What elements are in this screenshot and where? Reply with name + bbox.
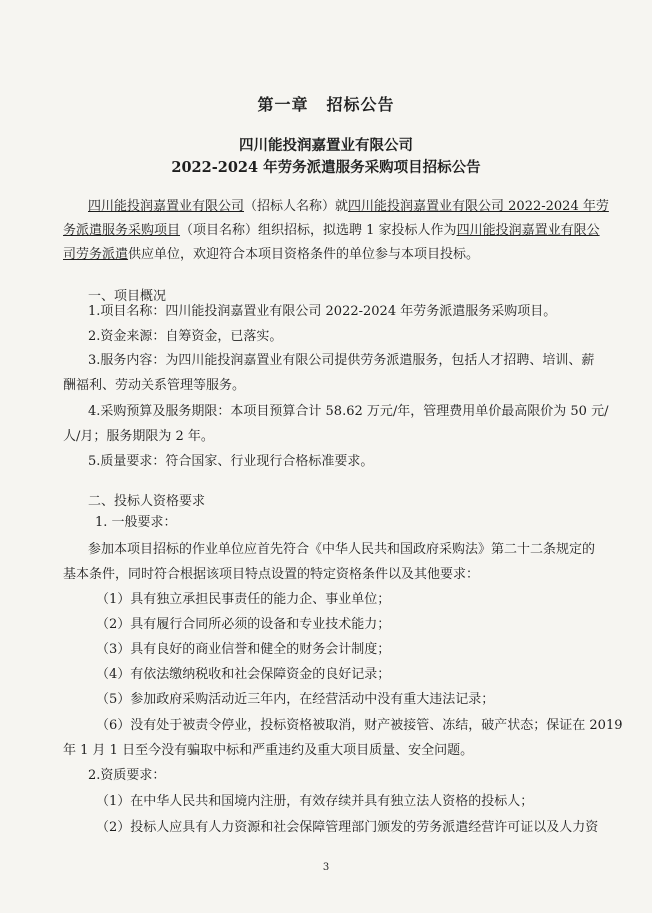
tenderer-name: 四川能投润嘉置业有限公司	[88, 199, 245, 214]
section1-item2: 2.资金来源：自筹资金，已落实。	[88, 329, 283, 344]
condition-3: （3）具有良好的商业信誉和健全的财务会计制度；	[96, 642, 391, 657]
section1-item1: 1.项目名称：四川能投润嘉置业有限公司 2022-2024 年劳务派遣服务采购项目。	[88, 304, 557, 319]
intro-text: （招标人名称）就	[244, 199, 349, 214]
page-number: 3	[322, 862, 330, 873]
condition-6-line2: 年 1 月 1 日至今没有骗取中标和严重违约及重大项目质量、安全问题。	[63, 743, 474, 758]
chapter-title: 招标公告	[326, 95, 395, 114]
condition-6-line1: （6）没有处于被责令停业，投标资格被取消，财产被接管、冻结，破产状态；保证在 2019	[96, 718, 623, 733]
company-title: 四川能投润嘉置业有限公司	[239, 137, 413, 154]
project-title: 2022-2024 年劳务派遣服务采购项目招标公告	[171, 159, 481, 176]
condition-2: （2）具有履行合同所必须的设备和专业技术能力；	[96, 617, 391, 632]
section2-para-line1: 参加本项目招标的作业单位应首先符合《中华人民共和国政府采购法》第二十二条规定的	[88, 542, 596, 557]
section1-item5: 5.质量要求：符合国家、行业现行合格标准要求。	[88, 454, 374, 469]
section1-item3-line1: 3.服务内容：为四川能投润嘉置业有限公司提供劳务派遣服务，包括人才招聘、培训、薪	[88, 353, 595, 368]
section2-sub2: 2.资质要求：	[88, 768, 166, 783]
section2-heading: 二、投标人资格要求	[88, 494, 206, 509]
supplier-name: 四川能投润嘉置业有限公	[456, 223, 600, 238]
qualification-1: （1）在中华人民共和国境内注册，有效存续并具有独立法人资格的投标人；	[96, 794, 534, 809]
section1-heading: 一、项目概况	[88, 289, 167, 304]
condition-4: （4）有依法缴纳税收和社会保障资金的良好记录；	[96, 667, 391, 682]
qualification-2: （2）投标人应具有人力资源和社会保障管理部门颁发的劳务派遣经营许可证以及人力资	[96, 820, 599, 835]
section2-sub1: 1. 一般要求：	[95, 515, 177, 530]
section1-item4-line2: 人/月；服务期限为 2 年。	[63, 429, 214, 444]
section1-item3-line2: 酬福利、劳动关系管理等服务。	[63, 378, 246, 393]
project-name-cont: 务派遣服务采购项目	[63, 223, 181, 238]
intro-text: 供应单位，欢迎符合本项目资格条件的单位参与本项目投标。	[128, 247, 480, 262]
intro-line-1	[88, 197, 609, 217]
intro-line-3	[63, 245, 598, 265]
chapter-label: 第一章	[257, 95, 309, 114]
section2-para-line2: 基本条件，同时符合根据该项目特点设置的特定资格条件以及其他要求：	[63, 567, 480, 582]
condition-1: （1）具有独立承担民事责任的能力企、事业单位；	[96, 592, 391, 607]
chapter-heading	[0, 92, 652, 115]
project-name: 四川能投润嘉置业有限公司 2022-2024 年劳	[348, 199, 609, 214]
intro-line-2	[63, 221, 598, 241]
supplier-name-cont: 司劳务派遣	[63, 247, 129, 262]
intro-text: （项目名称）组织招标，拟选聘 1 家投标人作为	[180, 223, 457, 238]
section1-item4-line1: 4.采购预算及服务期限：本项目预算合计 58.62 万元/年，管理费用单价最高限价为 50 元/	[88, 404, 609, 419]
condition-5: （5）参加政府采购活动近三年内，在经营活动中没有重大违法记录；	[96, 692, 495, 707]
